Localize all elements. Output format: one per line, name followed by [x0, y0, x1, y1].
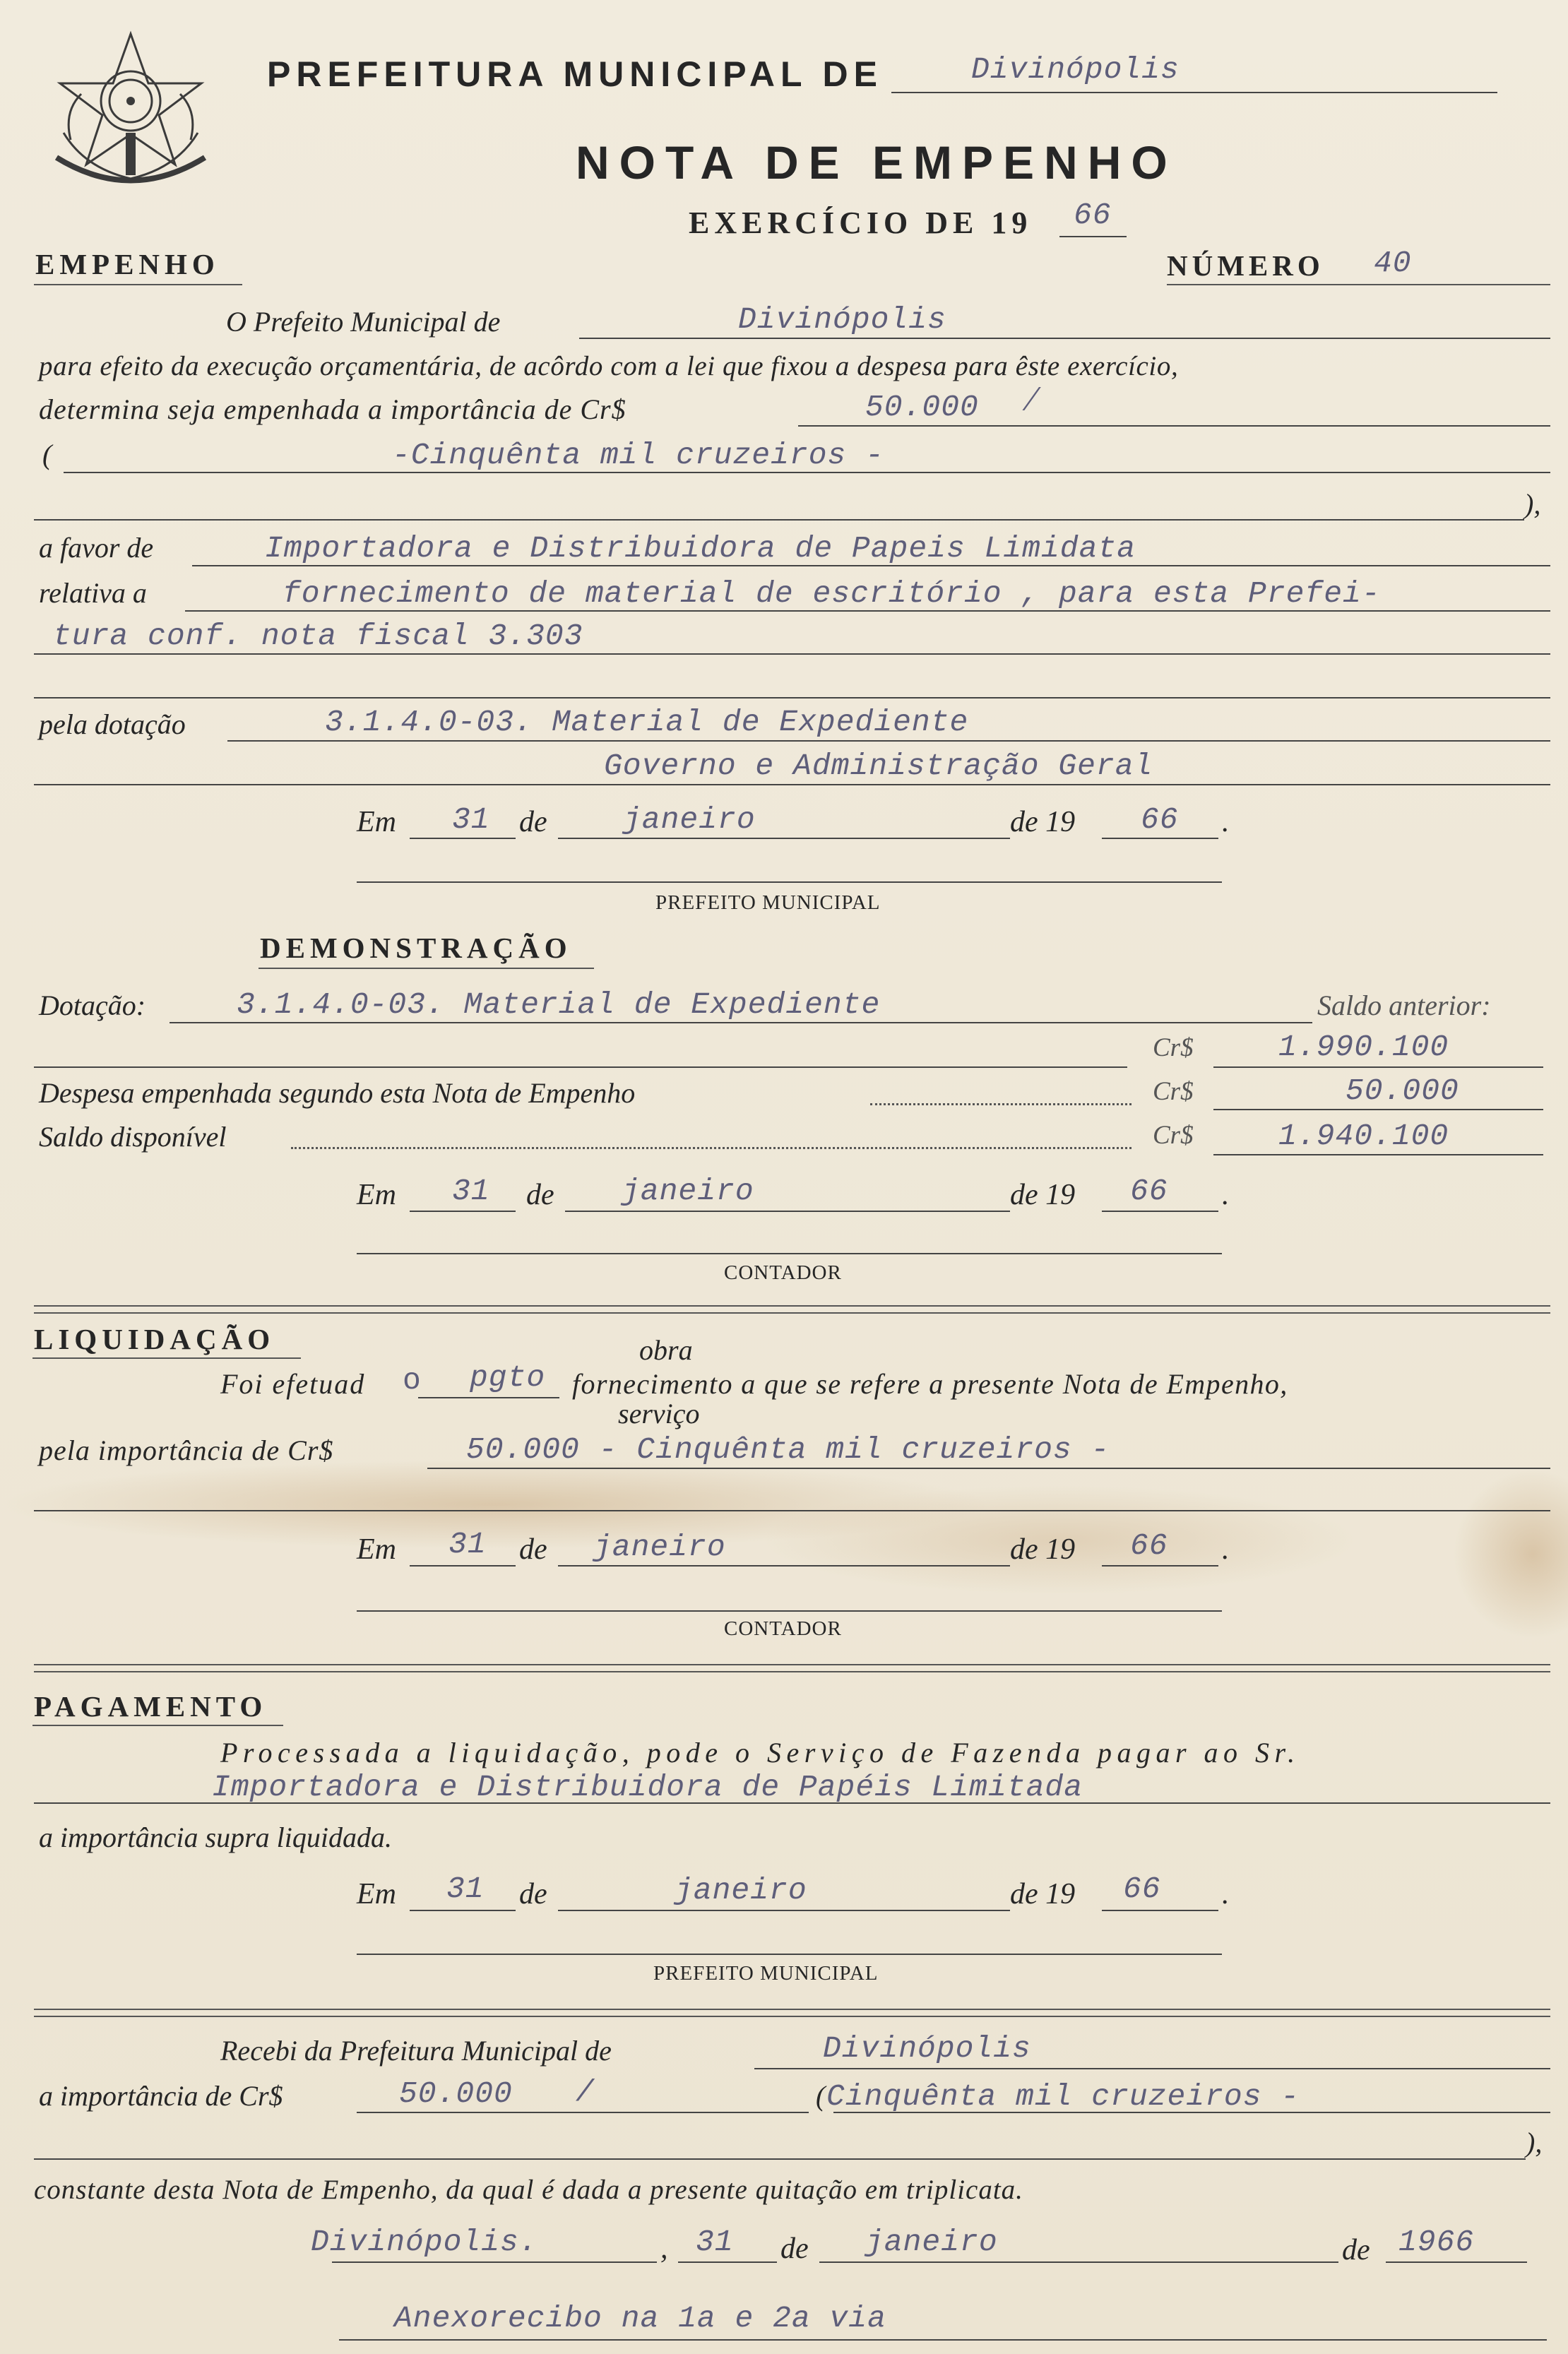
empenho-heading: EMPENHO: [35, 248, 220, 280]
contador-signature-label-1: CONTADOR: [724, 1261, 842, 1284]
liq-em-label: Em: [357, 1533, 396, 1566]
liq-importancia-value: 50.000 - Cinquênta mil cruzeiros -: [466, 1432, 1110, 1467]
section-divider-2a: [34, 1664, 1550, 1665]
demo-day: 31: [452, 1174, 490, 1208]
despesa-value: 50.000: [1346, 1074, 1459, 1108]
numero-label: NÚMERO: [1167, 249, 1324, 282]
empenho-de-label: de: [519, 806, 547, 838]
pag-year-underline: [1102, 1910, 1218, 1911]
empenho-year: 66: [1141, 802, 1179, 837]
prefeito-signature-line-1: [357, 881, 1222, 883]
saldo-anterior-label: Saldo anterior:: [1317, 989, 1491, 1021]
recibo-month: janeiro: [865, 2225, 998, 2259]
relativa-value-1: fornecimento de material de escritório , para esta Prefei-: [283, 576, 1381, 611]
demo-dotacao-label: Dotação:: [39, 989, 146, 1021]
liq-de19-label: de 19: [1010, 1533, 1076, 1566]
empenho-line2: para efeito da execução orçamentária, de acôrdo com a lei que fixou a despesa para êste exercício,: [39, 351, 1179, 381]
obra-option: obra: [639, 1334, 693, 1366]
dotacao-underline-2: [34, 784, 1550, 785]
constante-text: constante desta Nota de Empenho, da qual é dada a presente quitação em triplicata.: [34, 2175, 1023, 2205]
pagamento-line1: Processada a liquidação, pode o Serviço de Fazenda pagar ao Sr.: [220, 1737, 1300, 1769]
recebi-underline: [754, 2068, 1550, 2069]
amount-underline: [798, 425, 1550, 427]
numero-underline: [1167, 284, 1550, 285]
prefeito-signature-label-2: PREFEITO MUNICIPAL: [653, 1962, 879, 1985]
recibo-blank-line: [34, 2158, 1526, 2160]
liq-month-underline: [558, 1565, 1010, 1567]
demo-dotacao-value: 3.1.4.0-03. Material de Expediente: [237, 987, 881, 1022]
empenho-year-underline: [1102, 838, 1218, 839]
recibo-de-year-label: de: [1342, 2234, 1370, 2266]
liq-de-label: de: [519, 1533, 547, 1566]
pagamento-heading-underline: [32, 1725, 283, 1726]
pagamento-line3: a importância supra liquidada.: [39, 1821, 393, 1853]
numero-value: 40: [1374, 246, 1412, 280]
recibo-importancia-underline: [357, 2112, 809, 2113]
extenso-open-paren: (: [42, 439, 52, 470]
servico-option: serviço: [618, 1398, 700, 1429]
demo-month: janeiro: [622, 1174, 754, 1208]
recibo-place: Divinópolis.: [311, 2225, 538, 2259]
contador-signature-line-1: [357, 1253, 1222, 1254]
fornecimento-text: fornecimento a que se refere a presente Nota de Empenho,: [572, 1368, 1288, 1400]
pag-de19-label: de 19: [1010, 1878, 1076, 1910]
pag-day-underline: [410, 1910, 516, 1911]
saldo-anterior-currency: Cr$: [1153, 1033, 1194, 1062]
recebi-city: Divinópolis: [823, 2031, 1031, 2066]
coat-of-arms-icon: [42, 27, 219, 196]
relativa-underline-3: [34, 697, 1550, 699]
demo-period: .: [1222, 1179, 1230, 1211]
liquidacao-heading-underline: [32, 1357, 301, 1359]
empenho-de19-label: de 19: [1010, 806, 1076, 838]
amount-check-mark: ⁄: [1021, 381, 1043, 422]
saldo-disponivel-currency: Cr$: [1153, 1121, 1194, 1150]
demo-dotacao-underline: [170, 1022, 1312, 1023]
liq-importancia-label: pela importância de Cr$: [39, 1434, 334, 1466]
dotacao-underline-1: [227, 740, 1550, 742]
recibo-month-underline: [819, 2261, 1338, 2263]
demo-de-label: de: [526, 1179, 554, 1211]
signature-line-recibo: [339, 2339, 1547, 2341]
extenso-underline-2: [34, 519, 1524, 521]
recibo-comma: ,: [660, 2233, 668, 2265]
liq-blank-line: [34, 1510, 1550, 1511]
empenho-line3: determina seja empenhada a importância de Cr$: [39, 393, 626, 425]
despesa-leader-dots: [870, 1103, 1132, 1105]
liq-day: 31: [449, 1527, 487, 1562]
recebi-label: Recebi da Prefeitura Municipal de: [220, 2035, 612, 2067]
foi-efetuad-underline: [418, 1397, 559, 1398]
contador-signature-line-2: [357, 1610, 1222, 1612]
exercicio-year: 66: [1074, 198, 1112, 232]
municipio-value: Divinópolis: [971, 52, 1180, 87]
empenho-day: 31: [452, 802, 490, 837]
pagamento-heading: PAGAMENTO: [34, 1690, 268, 1723]
demo-line-2: [34, 1066, 1127, 1068]
extenso-close-paren: ),: [1524, 488, 1541, 520]
section-divider-1a: [34, 1305, 1550, 1307]
page-title: NOTA DE EMPENHO: [576, 136, 1177, 189]
section-divider-2b: [34, 1671, 1550, 1672]
demo-de19-label: de 19: [1010, 1179, 1076, 1211]
recibo-extenso: Cinquênta mil cruzeiros -: [826, 2079, 1300, 2114]
dotacao-value-2: Governo e Administração Geral: [604, 749, 1153, 783]
exercicio-underline: [1059, 236, 1127, 237]
foi-efetuad-typed-o: o: [403, 1363, 422, 1398]
pag-period: .: [1222, 1878, 1230, 1910]
recibo-importancia-value: 50.000: [399, 2076, 513, 2111]
favor-value: Importadora e Distribuidora de Papeis Limidata: [265, 531, 1136, 566]
prefeito-underline: [579, 338, 1550, 339]
municipio-underline: [891, 92, 1497, 93]
liq-importancia-underline: [427, 1468, 1550, 1469]
demo-year: 66: [1130, 1174, 1168, 1208]
recibo-note: Anexorecibo na 1a e 2a via: [394, 2301, 886, 2336]
prefeito-signature-line-2: [357, 1954, 1222, 1955]
favor-label: a favor de: [39, 532, 154, 564]
empenho-em-label: Em: [357, 806, 396, 838]
recibo-close-paren: ),: [1526, 2127, 1543, 2158]
recibo-check-mark: /: [576, 2075, 595, 2110]
recibo-year-underline: [1386, 2261, 1527, 2263]
section-divider-3a: [34, 2009, 1550, 2010]
relativa-label: relativa a: [39, 577, 147, 609]
saldo-anterior-underline: [1213, 1066, 1543, 1068]
empenho-day-underline: [410, 838, 516, 839]
demo-year-underline: [1102, 1211, 1218, 1212]
prefeito-signature-label-1: PREFEITO MUNICIPAL: [655, 891, 881, 914]
place-underline: [332, 2261, 657, 2263]
prefeito-text: O Prefeito Municipal de: [226, 306, 501, 338]
liq-year: 66: [1130, 1528, 1168, 1563]
relativa-underline-2: [34, 653, 1550, 655]
recibo-importancia-label: a importância de Cr$: [39, 2080, 283, 2112]
pag-month: janeiro: [675, 1873, 807, 1908]
pag-de-label: de: [519, 1878, 547, 1910]
foi-efetuad-label: Foi efetuad: [220, 1368, 366, 1400]
demo-em-label: Em: [357, 1179, 396, 1211]
liq-month: janeiro: [593, 1530, 726, 1564]
saldo-leader-dots: [291, 1147, 1132, 1149]
pag-em-label: Em: [357, 1878, 396, 1910]
payee-value: Importadora e Distribuidora de Papéis Limitada: [212, 1770, 1083, 1805]
pag-day: 31: [446, 1872, 485, 1906]
liq-year-underline: [1102, 1565, 1218, 1567]
demonstracao-heading: DEMONSTRAÇÃO: [260, 932, 572, 964]
prefeitura-label: PREFEITURA MUNICIPAL DE: [267, 54, 883, 94]
dotacao-value-1: 3.1.4.0-03. Material de Expediente: [325, 705, 969, 739]
saldo-disponivel-value: 1.940.100: [1278, 1119, 1449, 1153]
saldo-anterior-value: 1.990.100: [1278, 1030, 1449, 1064]
pag-month-underline: [558, 1910, 1010, 1911]
recibo-de-label: de: [780, 2233, 809, 2265]
contador-signature-label-2: CONTADOR: [724, 1617, 842, 1640]
demonstracao-heading-underline: [259, 968, 594, 969]
exercicio-label: EXERCÍCIO DE 19: [689, 206, 1033, 240]
section-divider-1b: [34, 1312, 1550, 1314]
despesa-label: Despesa empenhada segundo esta Nota de Empenho: [39, 1077, 636, 1109]
empenho-extenso: -Cinquênta mil cruzeiros -: [392, 438, 884, 472]
recibo-year: 1966: [1398, 2225, 1475, 2259]
section-divider-3b: [34, 2016, 1550, 2017]
recibo-day-underline: [678, 2261, 777, 2263]
saldo-disponivel-label: Saldo disponível: [39, 1121, 227, 1153]
demo-month-underline: [565, 1211, 1010, 1212]
empenho-month: janeiro: [623, 802, 756, 837]
recibo-open-paren: (: [816, 2080, 826, 2112]
recibo-day: 31: [696, 2225, 734, 2259]
empenho-period: .: [1222, 806, 1230, 838]
empenho-amount: 50.000: [865, 390, 979, 424]
empenho-heading-underline: [34, 284, 242, 285]
liq-period: .: [1222, 1533, 1230, 1566]
demo-day-underline: [410, 1211, 516, 1212]
saldo-disponivel-underline: [1213, 1154, 1543, 1155]
dotacao-label: pela dotação: [39, 708, 186, 740]
liquidacao-heading: LIQUIDAÇÃO: [34, 1323, 275, 1355]
relativa-value-2: tura conf. nota fiscal 3.303: [53, 619, 583, 653]
foi-efetuad-pgto: pgto: [470, 1360, 546, 1395]
pag-year: 66: [1123, 1872, 1161, 1906]
prefeito-city: Divinópolis: [738, 302, 946, 337]
despesa-underline: [1213, 1109, 1543, 1110]
despesa-currency: Cr$: [1153, 1077, 1194, 1106]
empenho-month-underline: [558, 838, 1010, 839]
liq-day-underline: [410, 1565, 516, 1567]
